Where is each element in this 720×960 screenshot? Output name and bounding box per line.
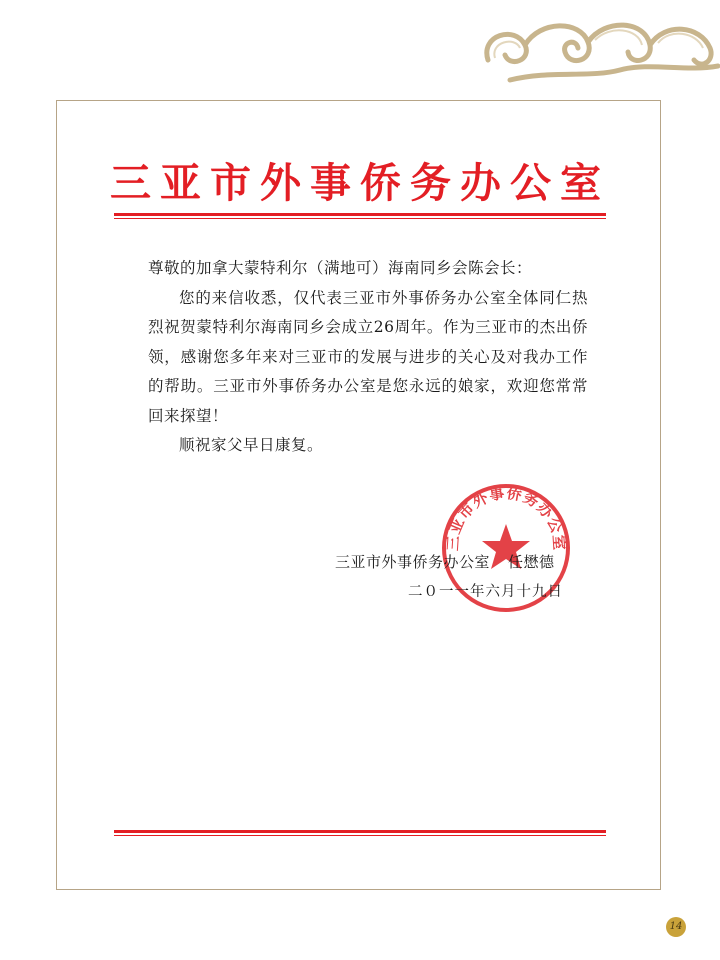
letterhead-rule-thin [114,218,606,219]
signature-org: 三亚市外事侨务办公室 [335,553,491,571]
seal-text: 三亚市外事侨务办公室 [443,483,569,552]
letter-date: 二０一一年六月十九日 [408,584,563,600]
salutation: 尊敬的加拿大蒙特利尔（满地可）海南同乡会陈会长： [148,259,533,277]
letter-paragraph: 您的来信收悉，仅代表三亚市外事侨务办公室全体同仁热烈祝贺蒙特利尔海南同乡会成立26周年。作为三亚市的杰出侨领，感谢您多年来对三亚市的发展与进步的关心及对我办工作的帮助。三亚市外事侨务办公室是您永远的娘家，欢迎您常常回来探望！ [148,288,588,425]
signature-name: 任懋德 [508,553,555,571]
corner-ornament [470,0,720,100]
page-number: 14 [666,917,686,937]
letterhead-rule [114,213,606,216]
signature-block [335,551,555,572]
footer-rule-thin [114,835,606,836]
footer-rule [114,830,606,833]
letterhead-title: 三亚市外事侨务办公室 [110,159,610,207]
letter-body [148,254,588,461]
letter-closing: 顺祝家父早日康复。 [179,436,324,454]
